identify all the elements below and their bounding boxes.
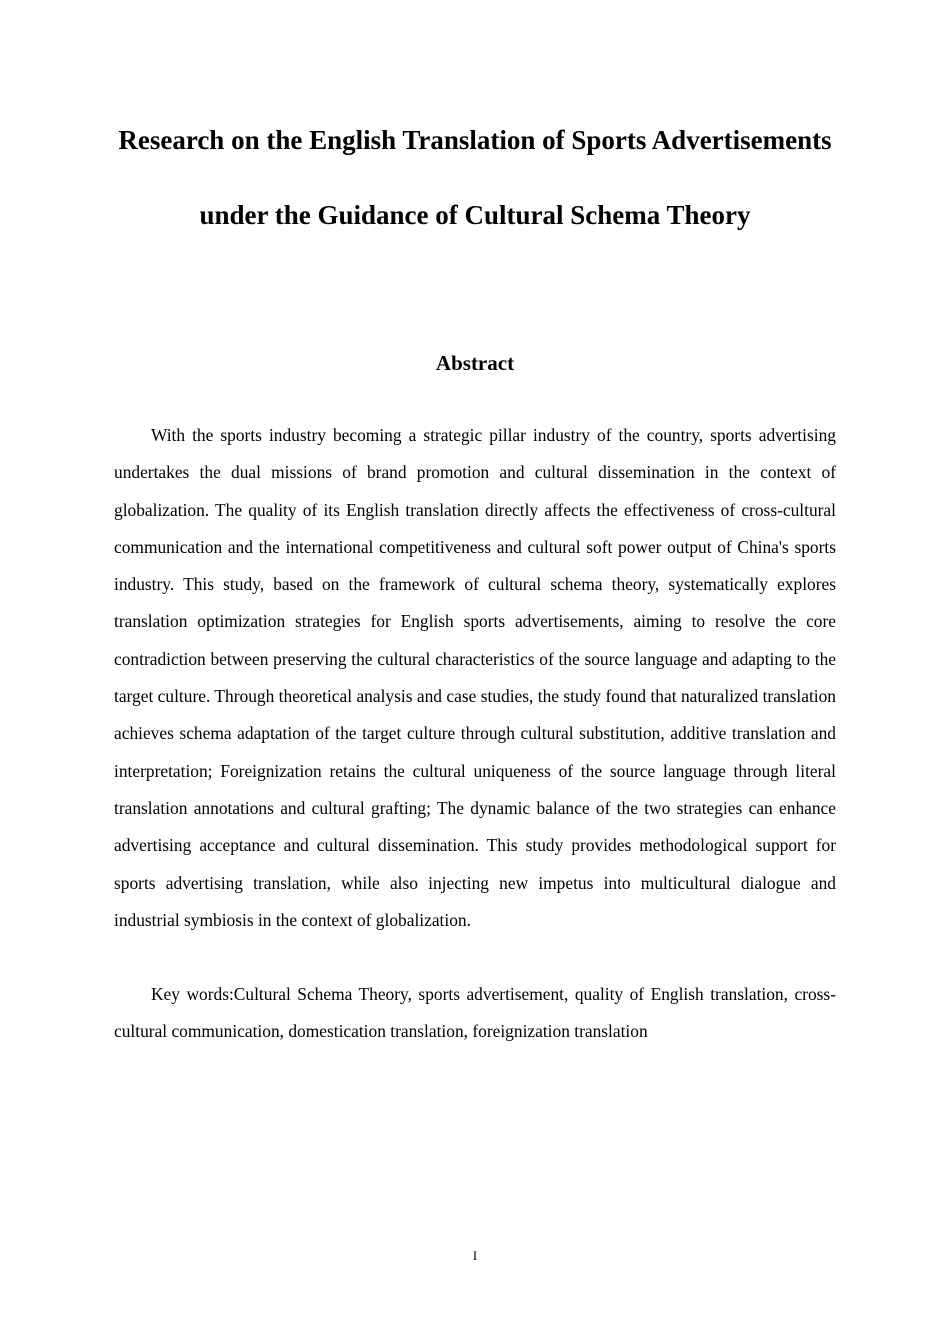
page-number: I	[472, 1248, 478, 1263]
keywords-paragraph: Key words:Cultural Schema Theory, sports advertisement, quality of English translation, cross-cultural communication, domestication translation, foreignization translation	[114, 984, 836, 1042]
abstract-paragraph: With the sports industry becoming a strategic pillar industry of the country, sports advertising undertakes the dual missions of brand promotion and cultural dissemination in the context of globalization. The quality of its English translation directly affects the effectiveness of cross-cultural communication and the international competitiveness and cultural soft power output of China's sports industry. This study, based on the framework of cultural schema theory, systematically explores translation optimization strategies for English sports advertisements, aiming to resolve the core contradiction between preserving the cultural characteristics of the source language and adapting to the target culture. Through theoretical analysis and case studies, the study found that naturalized translation achieves schema adaptation of the target culture through cultural substitution, additive translation and interpretation; Foreignization retains the cultural uniqueness of the source language through literal translation annotations and cultural grafting; The dynamic balance of the two strategies can enhance advertising acceptance and cultural dissemination. This study provides methodological support for sports advertising translation, while also injecting new impetus into multicultural dialogue and industrial symbiosis in the context of globalization.	[114, 425, 836, 930]
document-title: Research on the English Translation of Sports Advertisements under the Guidance of Cultural Schema Theory	[118, 125, 832, 230]
abstract-heading: Abstract	[435, 351, 515, 375]
